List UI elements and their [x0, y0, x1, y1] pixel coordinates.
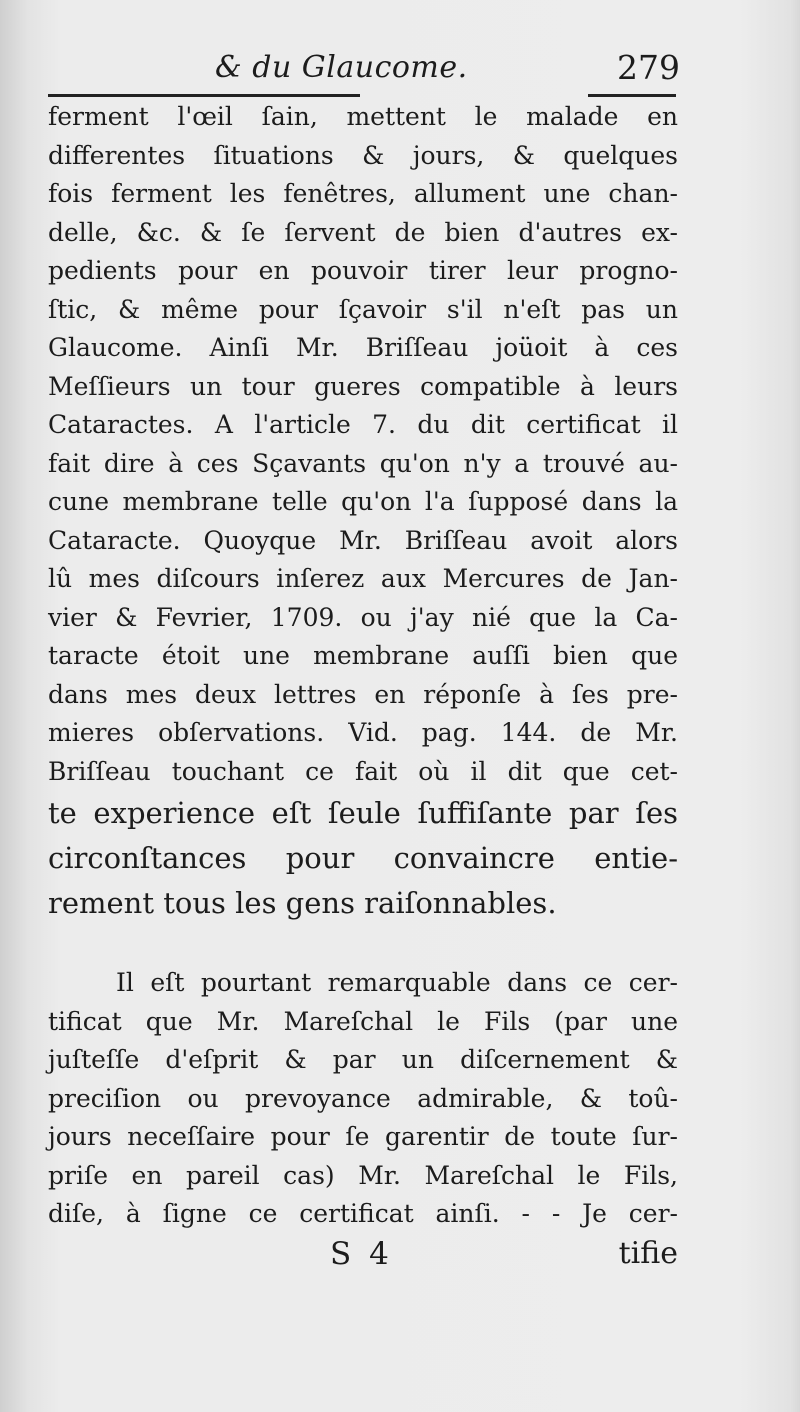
text-line: pedients pour en pouvoir tirer leur progno- [48, 256, 678, 285]
page-number: 279 [617, 48, 680, 87]
running-head-title: & du Glaucome. [215, 50, 468, 85]
header-rule-right [588, 94, 676, 97]
text-line: dans mes deux lettres en réponſe à ſes pre- [48, 679, 678, 709]
text-line: fois ferment les fenêtres, allument une chan- [48, 179, 678, 208]
text-line: diſe, à ſigne ce certificat ainſi. - - Je cer- [48, 1199, 678, 1228]
text-line: lû mes diſcours inſerez aux Mercures de Jan- [48, 564, 678, 593]
text-line-large: rement tous les gens raiſonnables. [48, 886, 557, 920]
text-line: juſteſſe d'eſprit & par un diſcernement & [48, 1045, 678, 1074]
text-line: mieres obſervations. Vid. pag. 144. de Mr. [48, 718, 678, 747]
text-line: ferment l'œil ſain, mettent le malade en [48, 102, 678, 131]
text-line: jours neceſſaire pour ſe garentir de toute ſur- [48, 1122, 678, 1151]
text-line: delle, &c. & ſe ſervent de bien d'autres ex- [48, 217, 678, 247]
text-line: vier & Fevrier, 1709. ou j'ay nié que la Ca- [48, 602, 678, 632]
text-line: Meſſieurs un tour gueres compatible à leurs [48, 371, 678, 401]
text-line-large: te experience eſt ſeule ſuffiſante par ſes [48, 796, 678, 830]
signature-mark: S 4 [330, 1236, 393, 1272]
text-line-large: circonſtances pour convaincre entie- [48, 841, 678, 875]
text-line: tificat que Mr. Mareſchal le Fils (par une [48, 1006, 678, 1036]
text-line: taracte étoit une membrane auſſi bien que [48, 641, 678, 670]
text-line: differentes ſituations & jours, & quelques [48, 140, 678, 170]
catchword: tifie [618, 1236, 678, 1271]
body-text [48, 98, 678, 1234]
text-line: Cataractes. A l'article 7. du dit certificat il [48, 410, 678, 439]
text-line: preciſion ou prevoyance admirable, & toû- [48, 1083, 678, 1113]
paragraph-gap [48, 926, 678, 964]
text-line: Briſſeau touchant ce fait où il dit que cet- [48, 756, 678, 786]
text-line: cune membrane telle qu'on l'a ſupposé dans la [48, 487, 678, 516]
text-line: fait dire à ces Sçavants qu'on n'y a trouvé au- [48, 448, 678, 478]
header-rule-left [48, 94, 360, 97]
text-line: Glaucome. Ainſi Mr. Briſſeau joüoit à ces [48, 333, 678, 362]
text-line: Cataracte. Quoyque Mr. Briſſeau avoit alors [48, 525, 678, 555]
page-footer [48, 1236, 678, 1286]
text-line: priſe en pareil cas) Mr. Mareſchal le Fils, [48, 1160, 678, 1190]
running-head [0, 44, 800, 100]
text-line: ſtic, & même pour ſçavoir s'il n'eſt pas un [48, 294, 678, 324]
text-line: Il eſt pourtant remarquable dans ce cer- [116, 968, 678, 997]
